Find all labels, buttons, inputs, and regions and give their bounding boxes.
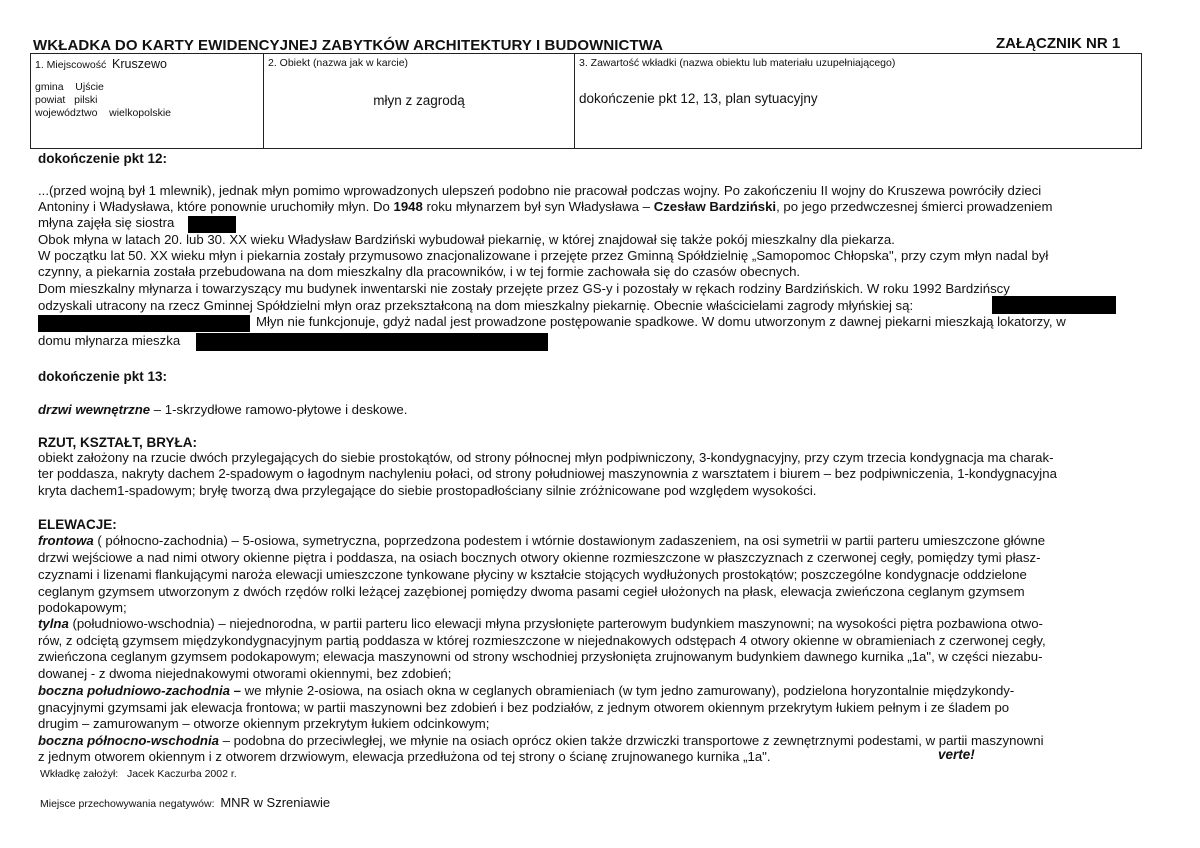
paragraph-line: gnacyjnymi gzymsami jak elewacja frontowa; w partii maszynowni bez zdobień i bez podziałów, z jednym otworem okiennym przekrytym łukiem pełnym i ze śladem po [38, 700, 1010, 715]
section-12-heading: dokończenie pkt 12: [38, 151, 168, 166]
text-fragment: roku młynarzem był syn Władysława – [422, 199, 654, 214]
document-title: WKŁADKA DO KARTY EWIDENCYJNEJ ZABYTKÓW ARCHITEKTURY I BUDOWNICTWA [33, 37, 664, 54]
powiat-row [35, 94, 97, 106]
person-name-bold: Czesław Bardziński [653, 199, 777, 214]
text-fragment: ( północno-zachodnia) – 5-osiowa, symetryczna, poprzedzona podestem i wtórnie dostawionym zadaszeniem, na osi symetrii w partii parteru umieszczone główne [93, 533, 1046, 548]
paragraph-line: ceglanym gzymsem utworzonym z dwóch rzędów rolki leżącej zazębionej pomiędzy dwoma pasami cegieł ułożonych na płask, elewacja zwieńczona ceglanym gzymsem [38, 584, 1025, 599]
text-fragment: we młynie 2-osiowa, na osiach okna w ceglanych obramieniach (w tym jedno zamurowany), podzielona horyzontalnie międzykondy- [240, 683, 1015, 698]
paragraph-line [38, 533, 1045, 549]
paragraph-line: rów, z odciętą gzymsem międzykondygnacyjnym partią poddasza w której rozmieszczone w niejednakowych odstępach 4 otwory okienne w obramieniach z czerwonej cegły, [38, 633, 1046, 648]
paragraph-line: drzwi wejściowe a nad nimi otwory okienne piętra i poddasza, na osiach bocznych otwory okienne rozmieszczone w płaszczyznach z czerwonej cegły, pomiędzy tymi płasz- [38, 550, 1041, 565]
paragraph-line [38, 733, 1044, 749]
redaction-bar [38, 315, 250, 332]
voivodeship-label: województwo [35, 107, 98, 119]
annex-number: ZAŁĄCZNIK NR 1 [996, 35, 1121, 52]
paragraph-line: domu młynarza mieszka [38, 333, 181, 348]
paragraph-line: dowanej - z dwoma niejednakowymi otworami okiennymi, bez zdobień; [38, 666, 452, 681]
gmina-label: gmina [35, 81, 64, 93]
text-fragment: (południowo-wschodnia) – niejednorodna, w partii parteru lico elewacji młyna przysłonięte parterowym budynkiem maszynowni; na wysokości piętra pozbawiona otwo- [68, 616, 1043, 631]
paragraph-line: drugim – zamurowanym – otworze okiennym przekrytym łukiem odcinkowym; [38, 716, 490, 731]
negatives-value: MNR w Szreniawie [220, 795, 331, 810]
text-fragment: – podobna do przeciwległej, we młynie na osiach oprócz okien także drzwiczki transportowe z zewnętrznymi podestami, w partii maszynowni [218, 733, 1044, 748]
doors-text: – 1-skrzydłowe ramowo-płytowe i deskowe. [150, 402, 408, 417]
object-label: 2. Obiekt (nazwa jak w karcie) [268, 57, 409, 69]
paragraph-line [38, 683, 1014, 699]
author-label: Wkładkę założył: [40, 768, 119, 780]
doors-label: drzwi wewnętrzne [38, 402, 151, 417]
contents-value: dokończenie pkt 12, 13, plan sytuacyjny [579, 91, 818, 106]
doors-line [38, 402, 407, 418]
paragraph-line: zwieńczona ceglanym gzymsem podokapowym; elewacja maszynowni od strony wschodniej przysłonięta zrujnowanym budynkiem dawnego kurnika „1a", w części niezabu- [38, 649, 1043, 664]
object-value: młyn z zagrodą [373, 93, 465, 108]
paragraph-line: ter poddasza, nakryty dachem 2-spadowym o łagodnym nachyleniu połaci, od strony południowej maszynownia z warsztatem i biurem – bez podpiwniczenia, 1-kondygnacyjna [38, 466, 1057, 481]
paragraph-line [38, 616, 1043, 632]
negatives-row [40, 795, 330, 810]
locality-value: Kruszewo [112, 57, 167, 71]
author-value: Jacek Kaczurba 2002 r. [126, 768, 237, 780]
paragraph-line: Obok młyna w latach 20. lub 30. XX wieku Władysław Bardziński wybudował piekarnię, w której znajdował się także pokój mieszkalny dla piekarza. [38, 232, 895, 247]
header-table [30, 53, 1142, 149]
powiat-value: pilski [74, 94, 98, 106]
paragraph-line: czynny, a piekarnia została przebudowana na dom mieszkalny dla pracowników, i w tej formie zachowała się do czasów obecnych. [38, 264, 801, 279]
paragraph-line: Dom mieszkalny młynarza i towarzyszący mu budynek inwentarski nie zostały przejęte przez GS-y i pozostały w rękach rodziny Bardzińskich. W roku 1992 Bardzińscy [38, 281, 1010, 296]
negatives-label: Miejsce przechowywania negatywów: [40, 798, 215, 810]
gmina-row [35, 81, 104, 93]
locality-label [35, 57, 167, 71]
field-locality [31, 54, 264, 148]
paragraph-line: młyna zajęła się siostra [38, 215, 175, 230]
paragraph-line: W początku lat 50. XX wieku młyn i piekarnia zostały przymusowo znacjonalizowane i przejęte przez Gminną Spółdzielnię „Samopomoc Chłopska", przy czym młyn nadal był [38, 248, 1049, 263]
paragraph-line: ...(przed wojną był 1 mlewnik), jednak młyn pomimo wprowadzonych ulepszeń podobno nie pracował podczas wojny. Po zakończeniu II wojny do Kruszewa powróciły dzieci [38, 183, 1042, 198]
paragraph-line [38, 199, 1052, 215]
gmina-value: Ujście [75, 81, 104, 93]
side-ne-label: boczna północno-wschodnia [38, 733, 219, 748]
paragraph-line: obiekt założony na rzucie dwóch przylegających do siebie prostokątów, od strony północnej młyn podpiwniczony, 3-kondygnacyjny, przy czym trzecia kondygnacja ma charak- [38, 450, 1054, 465]
redaction-bar [992, 296, 1116, 314]
rear-label: tylna [38, 616, 69, 631]
paragraph-line: odzyskali utracony na rzecz Gminnej Spółdzielni młyn oraz przekształconą na dom mieszkalny piekarnię. Obecnie właścicielami zagrody młyńskiej są: [38, 298, 914, 313]
text-fragment: , po jego przedwczesnej śmierci prowadzeniem [776, 199, 1053, 214]
side-sw-label: boczna południowo-zachodnia – [38, 683, 241, 698]
year-bold: 1948 [393, 199, 423, 214]
text-fragment: Antoniny i Władysława, które ponownie uruchomiły młyn. Do [38, 199, 394, 214]
redaction-bar [196, 333, 548, 351]
powiat-label: powiat [35, 94, 66, 106]
verte-note: verte! [938, 747, 975, 762]
elevations-heading: ELEWACJE: [38, 517, 117, 532]
paragraph-line: z jednym otworem okiennym i z otworem drzwiowym, elewacja przedłużona od tej strony o ścianę zrujnowanego kurnika „1a". [38, 749, 771, 764]
paragraph-line: Młyn nie funkcjonuje, gdyż nadal jest prowadzone postępowanie spadkowe. W domu utworzonym z dawnej piekarni mieszkają lokatorzy, w [256, 314, 1066, 329]
redaction-bar [188, 216, 236, 233]
locality-label-text: 1. Miejscowość [35, 59, 107, 71]
plan-shape-heading: RZUT, KSZTAŁT, BRYŁA: [38, 435, 197, 450]
paragraph-line: czyznami i lizenami flankującymi naroża elewacji umieszczone tynkowane płyciny w kształcie stojących wydłużonych prostokątów; poszczególne kondygnacje oddzielone [38, 567, 1027, 582]
voivodeship-row [35, 107, 171, 119]
field-contents [575, 54, 1140, 148]
field-object [264, 54, 575, 148]
author-row [40, 768, 237, 780]
voivodeship-value: wielkopolskie [109, 107, 171, 119]
section-13-heading: dokończenie pkt 13: [38, 369, 168, 384]
paragraph-line: kryta dachem1-spadowym; bryłę tworzą dwa przylegające do siebie prostopadłościany silnie zróżnicowane pod względem wysokości. [38, 483, 817, 498]
front-label: frontowa [38, 533, 94, 548]
paragraph-line: podokapowym; [38, 600, 127, 615]
contents-label: 3. Zawartość wkładki (nazwa obiektu lub materiału uzupełniającego) [579, 57, 896, 69]
